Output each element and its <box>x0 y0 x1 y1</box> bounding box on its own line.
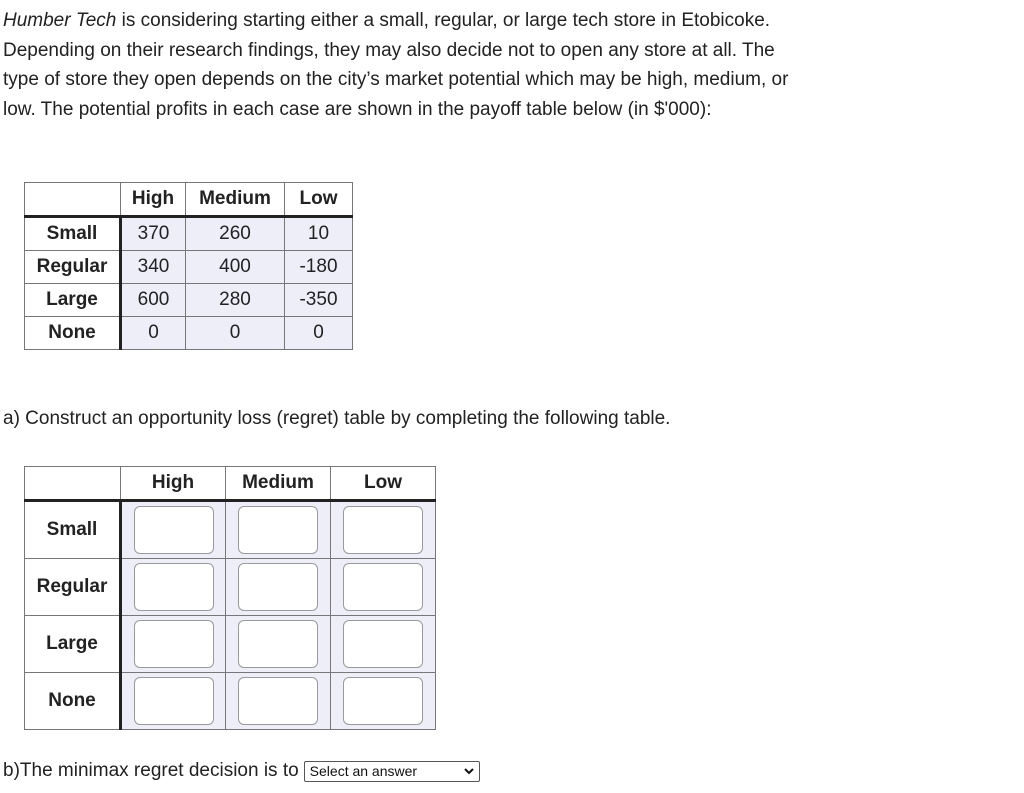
question-a: a) Construct an opportunity loss (regret) table by completing the following table. <box>3 408 671 429</box>
regret-row <box>25 559 436 616</box>
payoff-cell: 0 <box>186 317 285 350</box>
payoff-header-high: High <box>121 183 186 217</box>
answer-select-value: Select an answer <box>309 763 418 779</box>
regret-input-large-low[interactable] <box>343 620 423 668</box>
payoff-cell: 400 <box>186 251 285 284</box>
question-b-label: b)The minimax regret decision is to <box>3 760 299 781</box>
payoff-cell: 0 <box>121 317 186 350</box>
regret-header-high: High <box>121 467 226 501</box>
payoff-cell: -350 <box>285 284 353 317</box>
regret-cell <box>331 616 436 673</box>
regret-input-regular-high[interactable] <box>134 563 214 611</box>
payoff-cell: 370 <box>121 217 186 251</box>
regret-cell <box>331 501 436 559</box>
regret-table <box>24 466 436 730</box>
regret-input-none-medium[interactable] <box>238 677 318 725</box>
regret-input-small-low[interactable] <box>343 506 423 554</box>
payoff-corner-header <box>25 183 121 217</box>
regret-input-large-medium[interactable] <box>238 620 318 668</box>
payoff-cell: 10 <box>285 217 353 251</box>
payoff-header-medium: Medium <box>186 183 285 217</box>
regret-input-regular-low[interactable] <box>343 563 423 611</box>
payoff-cell: 0 <box>285 317 353 350</box>
regret-row-label: None <box>25 673 121 730</box>
payoff-row-label: Large <box>25 284 121 317</box>
regret-corner-header <box>25 467 121 501</box>
regret-row-label: Large <box>25 616 121 673</box>
regret-cell <box>331 673 436 730</box>
regret-cell <box>121 501 226 559</box>
regret-input-regular-medium[interactable] <box>238 563 318 611</box>
chevron-down-icon <box>463 765 475 777</box>
regret-row-label: Small <box>25 501 121 559</box>
payoff-row-label: None <box>25 317 121 350</box>
regret-cell <box>331 559 436 616</box>
regret-header-low: Low <box>331 467 436 501</box>
company-name: Humber Tech <box>3 10 117 31</box>
regret-row-label: Regular <box>25 559 121 616</box>
regret-row <box>25 501 436 559</box>
regret-input-small-medium[interactable] <box>238 506 318 554</box>
payoff-row <box>25 251 353 284</box>
regret-header-medium: Medium <box>226 467 331 501</box>
regret-input-small-high[interactable] <box>134 506 214 554</box>
answer-select[interactable] <box>304 761 480 782</box>
regret-cell <box>121 559 226 616</box>
regret-cell <box>226 616 331 673</box>
regret-input-none-low[interactable] <box>343 677 423 725</box>
regret-input-large-high[interactable] <box>134 620 214 668</box>
payoff-cell: 280 <box>186 284 285 317</box>
regret-cell <box>121 616 226 673</box>
payoff-row-label: Regular <box>25 251 121 284</box>
payoff-row <box>25 217 353 251</box>
payoff-row <box>25 317 353 350</box>
payoff-cell: 340 <box>121 251 186 284</box>
regret-row <box>25 616 436 673</box>
payoff-header-low: Low <box>285 183 353 217</box>
regret-cell <box>226 501 331 559</box>
payoff-row-label: Small <box>25 217 121 251</box>
regret-cell <box>226 559 331 616</box>
problem-statement <box>3 6 793 124</box>
regret-input-none-high[interactable] <box>134 677 214 725</box>
question-b <box>3 760 480 782</box>
problem-text: is considering starting either a small, regular, or large tech store in Etobicoke. Depending on their research findings, they may also decide not to open any store at all. The type of store they open depends on the city’s market potential which may be high, medium, or low. The potential profits in each case are shown in the payoff table below (in $'000): <box>3 10 789 120</box>
regret-cell <box>226 673 331 730</box>
regret-cell <box>121 673 226 730</box>
regret-row <box>25 673 436 730</box>
payoff-table <box>24 182 353 350</box>
payoff-cell: 600 <box>121 284 186 317</box>
payoff-cell: -180 <box>285 251 353 284</box>
payoff-cell: 260 <box>186 217 285 251</box>
payoff-row <box>25 284 353 317</box>
